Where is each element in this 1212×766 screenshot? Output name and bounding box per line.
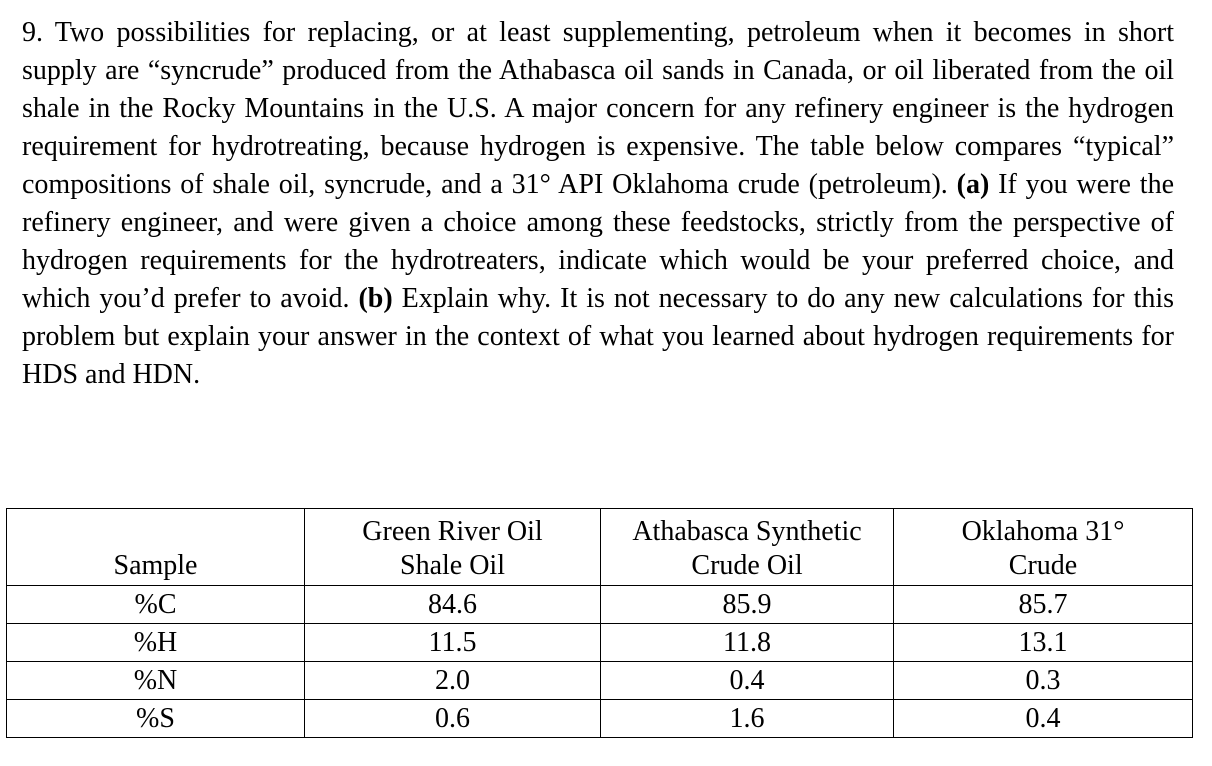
- cell-atha: 1.6: [601, 700, 894, 738]
- composition-table: [6, 508, 1193, 738]
- cell-okla: 13.1: [894, 624, 1193, 662]
- header-okla-line2: Crude: [1008, 550, 1078, 581]
- cell-okla: 0.3: [894, 662, 1193, 700]
- header-oklahoma: [894, 509, 1193, 586]
- cell-green: 0.6: [305, 700, 601, 738]
- cell-atha: 11.8: [601, 624, 894, 662]
- cell-atha: 85.9: [601, 586, 894, 624]
- table-row: [7, 700, 1193, 738]
- header-atha-line1: Athabasca Synthetic: [632, 516, 862, 547]
- table-row: [7, 624, 1193, 662]
- row-label: %N: [7, 662, 305, 700]
- part-b-label: (b): [358, 283, 393, 314]
- row-label: %S: [7, 700, 305, 738]
- cell-okla: 85.7: [894, 586, 1193, 624]
- header-atha-line2: Crude Oil: [691, 550, 803, 581]
- header-sample-label: Sample: [113, 550, 198, 581]
- part-a-text: If you were the refinery engineer, and were given a choice among these feedstocks, strictly from the perspective of hydrogen requirements for the hydrotreaters, indicate which would be your preferred choice, and which you’d prefer to avoid.: [22, 169, 1174, 314]
- row-label: %H: [7, 624, 305, 662]
- header-okla-line1: Oklahoma 31°: [961, 516, 1125, 547]
- cell-green: 2.0: [305, 662, 601, 700]
- table-row: [7, 662, 1193, 700]
- cell-okla: 0.4: [894, 700, 1193, 738]
- header-sample: [7, 509, 305, 586]
- problem-statement: [22, 14, 1174, 394]
- cell-green: 84.6: [305, 586, 601, 624]
- cell-atha: 0.4: [601, 662, 894, 700]
- part-b-text: Explain why. It is not necessary to do any new calculations for this problem but explain your answer in the context of what you learned about hydrogen requirements for HDS and HDN.: [22, 283, 1174, 390]
- part-a-label: (a): [956, 169, 990, 200]
- table-header-row: [7, 509, 1193, 586]
- row-label: %C: [7, 586, 305, 624]
- table-row: [7, 586, 1193, 624]
- header-green-line2: Shale Oil: [400, 550, 505, 581]
- problem-intro: 9. Two possibilities for replacing, or at least supplementing, petroleum when it becomes in short supply are “syncrude” produced from the Athabasca oil sands in Canada, or oil liberated from the oil shale in the Rocky Mountains in the U.S. A major concern for any refinery engineer is the hydrogen requirement for hydrotreating, because hydrogen is expensive. The table below compares “typical” compositions of shale oil, syncrude, and a 31° API Oklahoma crude (petroleum).: [22, 17, 1174, 200]
- header-athabasca: [601, 509, 894, 586]
- cell-green: 11.5: [305, 624, 601, 662]
- header-green-line1: Green River Oil: [362, 516, 543, 547]
- header-green-river: [305, 509, 601, 586]
